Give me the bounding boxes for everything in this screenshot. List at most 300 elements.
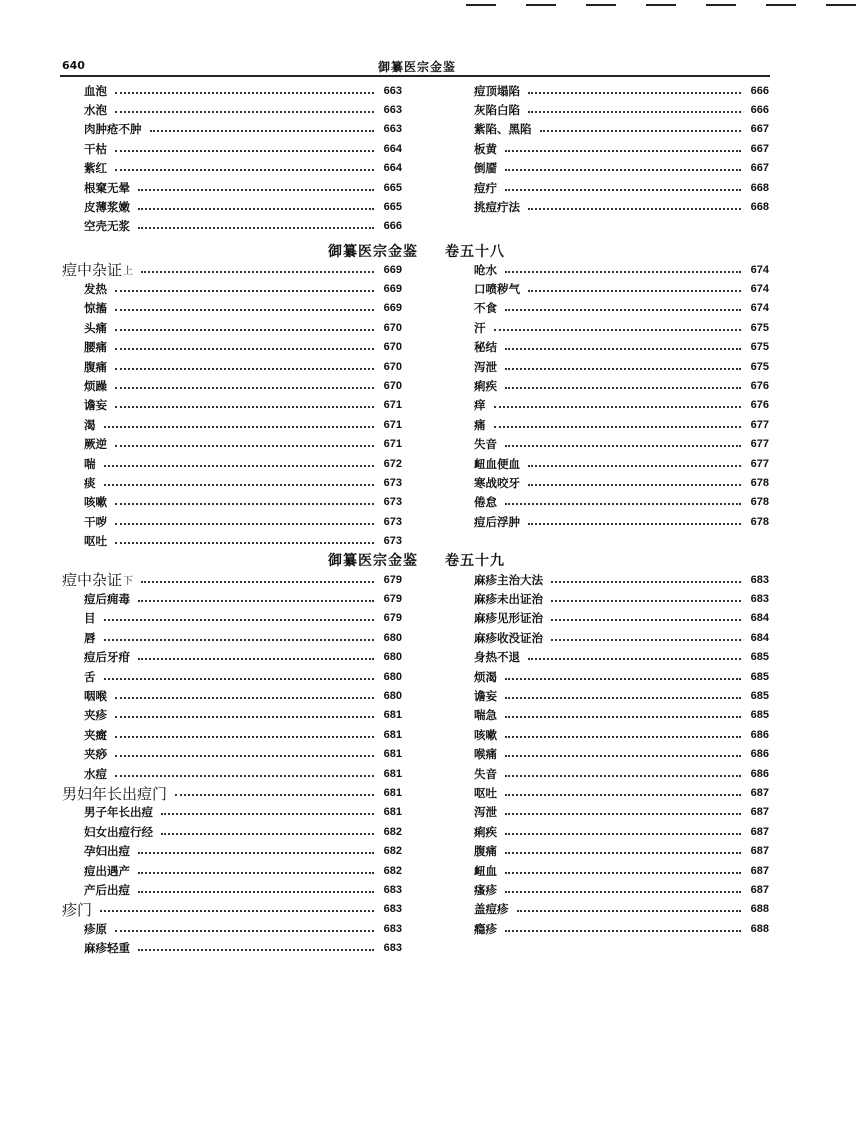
toc-entry[interactable] — [62, 415, 402, 434]
dot-leader — [505, 271, 741, 273]
toc-entry[interactable] — [452, 473, 769, 492]
dot-leader — [505, 813, 741, 815]
dot-leader — [138, 189, 374, 191]
dot-leader — [138, 872, 374, 874]
dot-leader — [175, 794, 374, 796]
entry-page-number: 688 — [750, 903, 769, 916]
dot-leader — [505, 852, 741, 854]
entry-label: 痘疔 — [474, 180, 497, 195]
entry-page-number: 687 — [750, 806, 769, 819]
toc-column-left — [62, 570, 402, 958]
entry-label: 水痘 — [84, 766, 107, 781]
entry-label: 挑痘疔法 — [474, 200, 520, 215]
entry-label: 烦渴 — [474, 669, 497, 684]
entry-page-number: 677 — [750, 438, 769, 451]
dot-leader — [551, 581, 741, 583]
toc-entry[interactable] — [452, 454, 769, 473]
toc-chapter-entry[interactable] — [62, 783, 402, 802]
entry-label: 麻疹未出证治 — [474, 592, 543, 607]
dot-leader — [505, 794, 741, 796]
toc-chapter-entry[interactable] — [62, 900, 402, 919]
entry-label: 头痛 — [84, 320, 107, 335]
toc-entry[interactable] — [452, 415, 769, 434]
toc-entry[interactable] — [62, 493, 402, 512]
entry-page-number: 680 — [383, 690, 402, 703]
toc-entry[interactable] — [452, 178, 769, 197]
entry-label: 不食 — [474, 301, 497, 316]
dot-leader — [115, 150, 374, 152]
toc-entry[interactable] — [452, 279, 769, 298]
dot-leader — [150, 130, 375, 132]
entry-page-number: 676 — [750, 380, 769, 393]
dot-leader — [115, 111, 374, 113]
entry-label: 倒靥 — [474, 161, 497, 176]
entry-page-number: 685 — [750, 651, 769, 664]
entry-label: 失音 — [474, 437, 497, 452]
entry-label: 谵妄 — [84, 398, 107, 413]
toc-entry[interactable] — [452, 725, 769, 744]
dot-leader — [505, 189, 741, 191]
entry-label: 痘顶塌陷 — [474, 83, 520, 98]
toc-entry[interactable] — [62, 279, 402, 298]
toc-entry[interactable] — [452, 376, 769, 395]
scan-artifact — [766, 4, 796, 6]
entry-page-number: 686 — [750, 748, 769, 761]
toc-entry[interactable] — [62, 745, 402, 764]
toc-entry[interactable] — [62, 338, 402, 357]
toc-entry[interactable] — [62, 217, 402, 236]
dot-leader — [161, 813, 374, 815]
dot-leader — [528, 208, 741, 210]
toc-entry[interactable] — [62, 822, 402, 841]
toc-entry[interactable] — [452, 783, 769, 802]
entry-page-number: 681 — [383, 709, 402, 722]
entry-page-number: 679 — [383, 593, 402, 606]
toc-entry[interactable] — [452, 197, 769, 216]
entry-label: 咳嗽 — [474, 727, 497, 742]
entry-label: 痢疾 — [474, 379, 497, 394]
toc-column-right — [452, 570, 769, 938]
dot-leader — [551, 619, 741, 621]
entry-page-number: 670 — [383, 360, 402, 373]
entry-page-number: 678 — [750, 496, 769, 509]
entry-page-number: 687 — [750, 864, 769, 877]
section-volume: 卷五十八 — [445, 244, 505, 260]
toc-entry[interactable] — [452, 589, 769, 608]
entry-page-number: 664 — [383, 142, 402, 155]
toc-entry[interactable] — [62, 938, 402, 957]
entry-page-number: 687 — [750, 786, 769, 799]
entry-label: 衄血 — [474, 863, 497, 878]
entry-label: 痘后浮肿 — [474, 514, 520, 529]
dot-leader — [505, 716, 741, 718]
dot-leader — [115, 523, 374, 525]
entry-label: 呕吐 — [474, 785, 497, 800]
entry-label: 瘙疹 — [474, 882, 497, 897]
toc-entry[interactable] — [62, 686, 402, 705]
toc-entry[interactable] — [452, 803, 769, 822]
toc-entry[interactable] — [452, 357, 769, 376]
entry-page-number: 673 — [383, 515, 402, 528]
toc-entry[interactable] — [62, 764, 402, 783]
toc-entry[interactable] — [62, 435, 402, 454]
entry-label: 瘾疹 — [474, 921, 497, 936]
scan-artifact — [826, 4, 856, 6]
dot-leader — [138, 949, 374, 951]
dot-leader — [115, 387, 374, 389]
entry-page-number: 683 — [383, 942, 402, 955]
toc-column-right — [452, 81, 769, 217]
dot-leader — [104, 484, 375, 486]
dot-leader — [115, 309, 374, 311]
toc-entry[interactable] — [62, 318, 402, 337]
toc-entry[interactable] — [62, 357, 402, 376]
dot-leader — [528, 290, 741, 292]
entry-page-number: 680 — [383, 631, 402, 644]
dot-leader — [115, 329, 374, 331]
entry-page-number: 671 — [383, 438, 402, 451]
dot-leader — [141, 581, 374, 583]
entry-label: 腰痛 — [84, 340, 107, 355]
toc-column-right — [452, 260, 769, 531]
entry-suffix: 上 — [123, 266, 134, 278]
entry-page-number: 680 — [383, 670, 402, 683]
toc-chapter-entry[interactable] — [62, 260, 402, 279]
header-rule — [60, 75, 770, 77]
dot-leader — [505, 503, 741, 505]
entry-page-number: 683 — [750, 573, 769, 586]
entry-page-number: 670 — [383, 321, 402, 334]
toc-entry[interactable] — [452, 841, 769, 860]
dot-leader — [551, 600, 741, 602]
toc-entry[interactable] — [452, 260, 769, 279]
entry-page-number: 677 — [750, 457, 769, 470]
entry-page-number: 687 — [750, 825, 769, 838]
section-book-title: 御纂医宗金鉴 — [328, 244, 418, 260]
toc-entry[interactable] — [62, 880, 402, 899]
entry-label: 痢疾 — [474, 824, 497, 839]
toc-entry[interactable] — [452, 512, 769, 531]
entry-label: 烦躁 — [84, 379, 107, 394]
entry-page-number: 681 — [383, 748, 402, 761]
section-volume: 卷五十九 — [445, 553, 505, 569]
entry-label: 男妇年长出痘门 — [62, 784, 168, 803]
dot-leader — [505, 775, 741, 777]
toc-entry[interactable] — [452, 570, 769, 589]
dot-leader — [517, 910, 742, 912]
toc-entry[interactable] — [62, 299, 402, 318]
entry-label: 男子年长出痘 — [84, 805, 153, 820]
entry-page-number: 671 — [383, 418, 402, 431]
entry-page-number: 678 — [750, 476, 769, 489]
entry-page-number: 666 — [383, 220, 402, 233]
entry-label: 喉痛 — [474, 747, 497, 762]
dot-leader — [115, 92, 374, 94]
toc-entry[interactable] — [452, 900, 769, 919]
toc-entry[interactable] — [452, 100, 769, 119]
dot-leader — [100, 910, 374, 912]
entry-label: 厥逆 — [84, 437, 107, 452]
dot-leader — [505, 755, 741, 757]
toc-entry[interactable] — [62, 648, 402, 667]
entry-page-number: 684 — [750, 631, 769, 644]
entry-label: 痘后牙疳 — [84, 650, 130, 665]
dot-leader — [104, 426, 375, 428]
entry-page-number: 667 — [750, 162, 769, 175]
entry-label: 喘 — [84, 456, 96, 471]
toc-entry[interactable] — [62, 473, 402, 492]
entry-label: 痘中杂证 — [62, 261, 123, 280]
scan-artifact — [586, 4, 616, 6]
entry-label: 痘后痈毒 — [84, 592, 130, 607]
entry-label: 麻疹轻重 — [84, 941, 130, 956]
entry-label: 身热不退 — [474, 650, 520, 665]
toc-entry[interactable] — [62, 803, 402, 822]
entry-label: 麻疹主治大法 — [474, 572, 543, 587]
toc-entry[interactable] — [452, 745, 769, 764]
dot-leader — [104, 465, 375, 467]
entry-page-number: 671 — [383, 399, 402, 412]
toc-entry[interactable] — [62, 841, 402, 860]
entry-label: 空壳无浆 — [84, 219, 130, 234]
dot-leader — [505, 309, 741, 311]
entry-label: 麻疹收没证治 — [474, 630, 543, 645]
dot-leader — [505, 368, 741, 370]
entry-page-number: 681 — [383, 806, 402, 819]
dot-leader — [104, 639, 375, 641]
entry-label: 痒 — [474, 398, 486, 413]
entry-page-number: 675 — [750, 360, 769, 373]
entry-page-number: 682 — [383, 864, 402, 877]
toc-entry[interactable] — [62, 454, 402, 473]
dot-leader — [115, 406, 374, 408]
entry-label: 肉肿疮不肿 — [84, 122, 142, 137]
dot-leader — [540, 130, 742, 132]
entry-page-number: 670 — [383, 380, 402, 393]
dot-leader — [505, 736, 741, 738]
entry-label: 夹癍 — [84, 727, 107, 742]
entry-page-number: 686 — [750, 728, 769, 741]
entry-page-number: 673 — [383, 476, 402, 489]
scan-artifact — [466, 4, 496, 6]
toc-entry[interactable] — [452, 609, 769, 628]
dot-leader — [505, 833, 741, 835]
entry-label: 孕妇出痘 — [84, 844, 130, 859]
toc-entry[interactable] — [452, 338, 769, 357]
dot-leader — [115, 368, 374, 370]
toc-entry[interactable] — [452, 435, 769, 454]
entry-page-number: 674 — [750, 283, 769, 296]
toc-entry[interactable] — [62, 706, 402, 725]
dot-leader — [104, 678, 375, 680]
entry-page-number: 679 — [383, 573, 402, 586]
dot-leader — [115, 697, 374, 699]
toc-entry[interactable] — [62, 512, 402, 531]
dot-leader — [494, 329, 742, 331]
page-number: 640 — [62, 59, 85, 72]
toc-entry[interactable] — [452, 81, 769, 100]
entry-label: 发热 — [84, 282, 107, 297]
toc-entry[interactable] — [452, 667, 769, 686]
toc-entry[interactable] — [62, 396, 402, 415]
toc-entry[interactable] — [62, 178, 402, 197]
toc-entry[interactable] — [452, 880, 769, 899]
dot-leader — [505, 150, 741, 152]
entry-label: 腹痛 — [84, 359, 107, 374]
toc-entry[interactable] — [452, 686, 769, 705]
dot-leader — [505, 891, 741, 893]
entry-label: 倦怠 — [474, 495, 497, 510]
entry-label: 痛 — [474, 417, 486, 432]
entry-page-number: 688 — [750, 922, 769, 935]
dot-leader — [115, 755, 374, 757]
dot-leader — [161, 833, 374, 835]
dot-leader — [115, 169, 374, 171]
toc-entry[interactable] — [62, 100, 402, 119]
entry-label: 盖痘疹 — [474, 902, 509, 917]
scan-artifact — [706, 4, 736, 6]
section-book-title: 御纂医宗金鉴 — [328, 553, 418, 569]
dot-leader — [505, 678, 741, 680]
entry-page-number: 668 — [750, 201, 769, 214]
dot-leader — [115, 542, 374, 544]
toc-entry[interactable] — [452, 299, 769, 318]
entry-page-number: 680 — [383, 651, 402, 664]
toc-entry[interactable] — [452, 919, 769, 938]
entry-page-number: 672 — [383, 457, 402, 470]
entry-page-number: 664 — [383, 162, 402, 175]
section-heading — [0, 550, 866, 570]
dot-leader — [528, 484, 741, 486]
entry-page-number: 679 — [383, 612, 402, 625]
entry-label: 喘急 — [474, 708, 497, 723]
toc-entry[interactable] — [62, 120, 402, 139]
toc-entry[interactable] — [62, 81, 402, 100]
entry-page-number: 675 — [750, 341, 769, 354]
entry-label: 夹疹 — [84, 708, 107, 723]
toc-entry[interactable] — [452, 396, 769, 415]
toc-entry[interactable] — [62, 919, 402, 938]
entry-page-number: 683 — [383, 922, 402, 935]
entry-page-number: 675 — [750, 321, 769, 334]
entry-page-number: 670 — [383, 341, 402, 354]
entry-label: 唇 — [84, 630, 96, 645]
entry-page-number: 663 — [383, 123, 402, 136]
entry-label: 汗 — [474, 320, 486, 335]
entry-label: 痘出遇产 — [84, 863, 130, 878]
dot-leader — [505, 387, 741, 389]
toc-entry[interactable] — [452, 139, 769, 158]
entry-label: 失音 — [474, 766, 497, 781]
dot-leader — [528, 92, 741, 94]
entry-page-number: 681 — [383, 786, 402, 799]
toc-column-left — [62, 260, 402, 551]
toc-entry[interactable] — [62, 609, 402, 628]
scan-artifact — [526, 4, 556, 6]
dot-leader — [141, 271, 374, 273]
entry-page-number: 666 — [750, 104, 769, 117]
entry-page-number: 663 — [383, 104, 402, 117]
dot-leader — [505, 930, 741, 932]
toc-entry[interactable] — [452, 120, 769, 139]
entry-label: 谵妄 — [474, 689, 497, 704]
toc-entry[interactable] — [452, 648, 769, 667]
entry-label: 灰陷白陷 — [474, 103, 520, 118]
toc-entry[interactable] — [62, 139, 402, 158]
entry-page-number: 663 — [383, 84, 402, 97]
toc-entry[interactable] — [452, 318, 769, 337]
toc-entry[interactable] — [62, 725, 402, 744]
entry-label: 咳嗽 — [84, 495, 107, 510]
toc-entry[interactable] — [452, 822, 769, 841]
entry-label: 干哕 — [84, 514, 107, 529]
toc-entry[interactable] — [452, 493, 769, 512]
dot-leader — [115, 736, 374, 738]
dot-leader — [505, 348, 741, 350]
dot-leader — [494, 426, 742, 428]
toc-entry[interactable] — [62, 159, 402, 178]
toc-entry[interactable] — [62, 531, 402, 550]
toc-entry[interactable] — [452, 159, 769, 178]
dot-leader — [138, 227, 374, 229]
entry-label: 泻泄 — [474, 805, 497, 820]
dot-leader — [115, 503, 374, 505]
entry-page-number: 678 — [750, 515, 769, 528]
toc-entry[interactable] — [62, 861, 402, 880]
entry-label: 寒战咬牙 — [474, 475, 520, 490]
dot-leader — [115, 348, 374, 350]
entry-label: 皮薄浆嫩 — [84, 200, 130, 215]
toc-entry[interactable] — [62, 197, 402, 216]
entry-label: 干枯 — [84, 141, 107, 156]
dot-leader — [138, 658, 374, 660]
entry-page-number: 683 — [383, 883, 402, 896]
toc-entry[interactable] — [62, 376, 402, 395]
entry-suffix: 下 — [123, 576, 134, 588]
entry-page-number: 674 — [750, 263, 769, 276]
toc-chapter-entry[interactable] — [62, 570, 402, 589]
entry-label: 口喷秽气 — [474, 282, 520, 297]
toc-entry[interactable] — [452, 764, 769, 783]
dot-leader — [115, 930, 374, 932]
toc-entry[interactable] — [62, 628, 402, 647]
entry-label: 紫陷、黑陷 — [474, 122, 532, 137]
entry-page-number: 683 — [383, 903, 402, 916]
entry-page-number: 668 — [750, 181, 769, 194]
dot-leader — [138, 891, 374, 893]
entry-label: 板黄 — [474, 141, 497, 156]
dot-leader — [138, 852, 374, 854]
toc-entry[interactable] — [452, 861, 769, 880]
toc-entry[interactable] — [62, 589, 402, 608]
toc-entry[interactable] — [452, 706, 769, 725]
entry-label: 疹门 — [62, 900, 93, 919]
entry-label: 腹痛 — [474, 844, 497, 859]
dot-leader — [528, 465, 741, 467]
dot-leader — [528, 523, 741, 525]
entry-page-number: 681 — [383, 767, 402, 780]
entry-label: 呛水 — [474, 262, 497, 277]
entry-page-number: 682 — [383, 825, 402, 838]
entry-page-number: 673 — [383, 535, 402, 548]
toc-entry[interactable] — [452, 628, 769, 647]
toc-entry[interactable] — [62, 667, 402, 686]
dot-leader — [138, 208, 374, 210]
entry-page-number: 683 — [750, 593, 769, 606]
running-title: 御纂医宗金鉴 — [378, 60, 457, 74]
entry-label: 水泡 — [84, 103, 107, 118]
entry-label: 血泡 — [84, 83, 107, 98]
